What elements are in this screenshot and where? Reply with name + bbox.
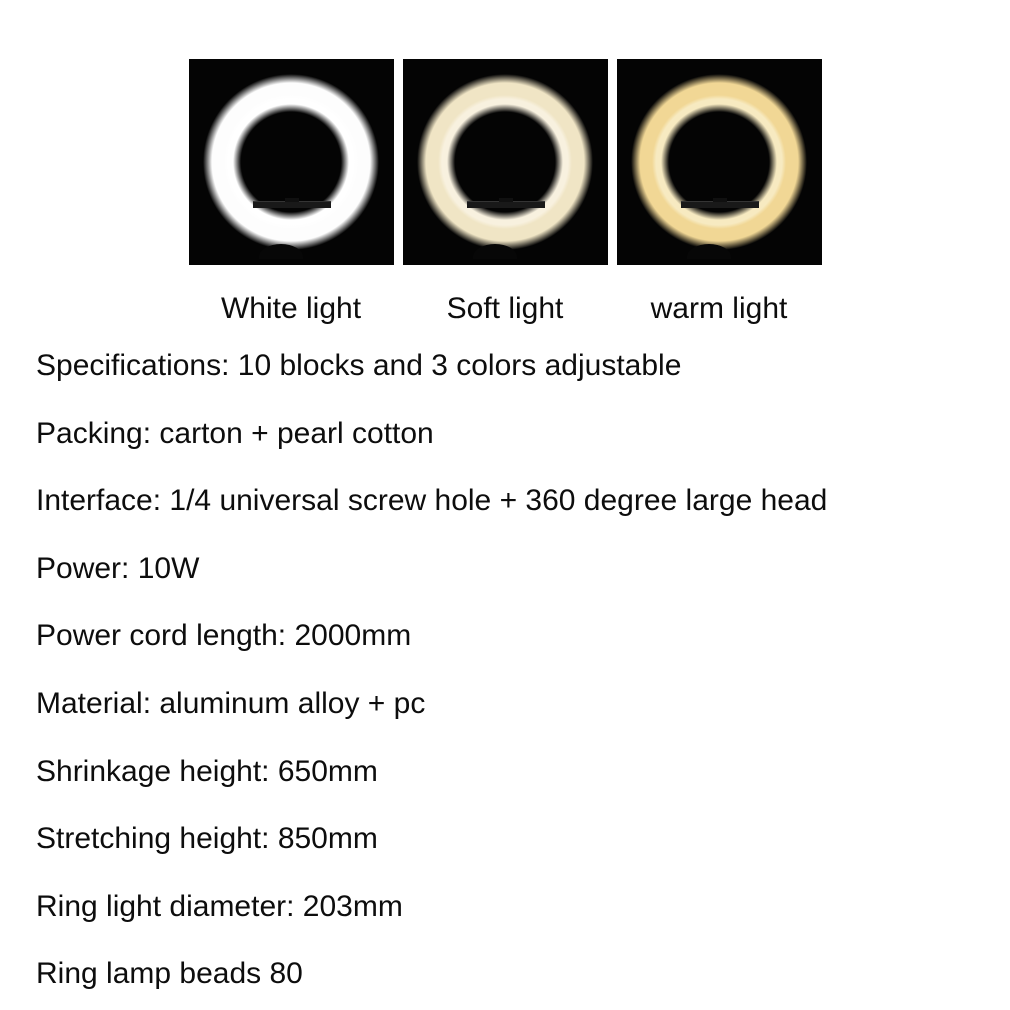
phone-clamp-silhouette [253,201,331,208]
panel-warm-light-photo [617,59,822,265]
light-mode-label-row [0,290,1010,328]
spec-line-power: Power: 10W [36,551,200,585]
light-mode-photo-row [0,59,1010,265]
spec-list [36,332,1000,1008]
spec-line-ring-lamp-beads: Ring lamp beads 80 [36,957,303,991]
ring-light-white-glow [203,74,379,250]
panel-soft-light-photo [403,59,608,265]
panel-white-light-photo [189,59,394,265]
spec-line-power-cord-length: Power cord length: 2000mm [36,619,412,653]
label-warm-light: warm light [650,292,788,325]
phone-clamp-silhouette [467,201,545,208]
spec-line-material: Material: aluminum alloy + pc [36,686,426,720]
ring-light-warm-glow [631,74,807,250]
spec-line-interface: Interface: 1/4 universal screw hole + 360 degree large head [36,484,828,518]
label-soft-light: Soft light [446,292,564,325]
spec-line-specifications: Specifications: 10 blocks and 3 colors adjustable [36,349,682,382]
label-white-light: White light [220,292,362,325]
spec-line-packing: Packing: carton + pearl cotton [36,416,434,450]
spec-line-ring-diameter: Ring light diameter: 203mm [36,889,403,923]
spec-line-stretching-height: Stretching height: 850mm [36,822,378,856]
ring-light-soft-glow [417,74,593,250]
phone-clamp-silhouette [681,201,759,208]
spec-line-shrinkage-height: Shrinkage height: 650mm [36,754,378,788]
